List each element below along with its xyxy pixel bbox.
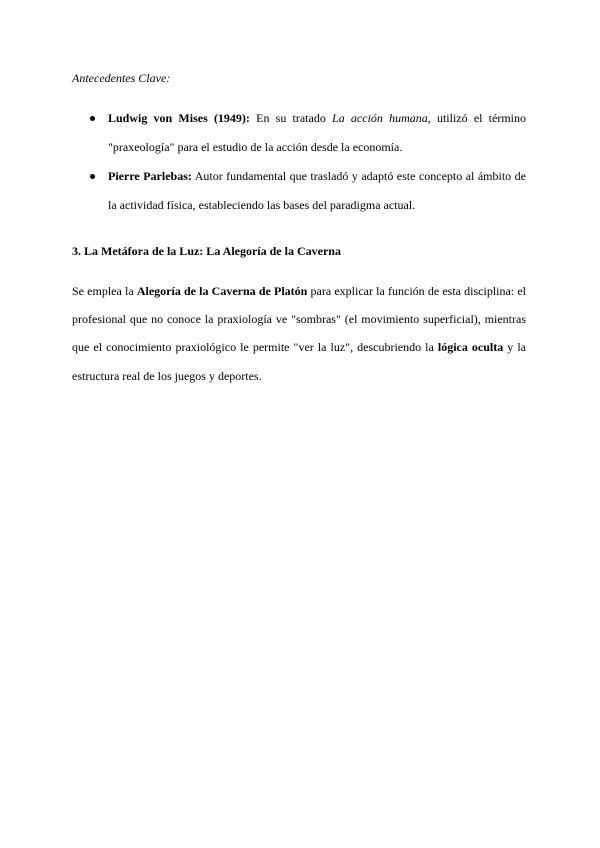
bullet-dot-icon [90,174,95,179]
list-item-mises [72,104,526,161]
list-item-text: En su tratado [249,111,333,125]
antecedents-list [72,104,526,219]
list-item-text: , utilizó el término "praxeología" para el estudio de la acción desde la economía. [108,111,526,154]
list-item-parlebas [72,162,526,219]
paragraph-text: y la estructura real de los juegos y deportes. [72,340,526,383]
section-paragraph [72,277,526,390]
list-item-text: Autor fundamental que trasladó y adaptó este concepto al ámbito de la actividad física, estableciendo las bases del paradigma actual. [108,169,526,212]
intro-label: Antecedentes Clave: [72,71,171,85]
paragraph-text: Se emplea la [72,284,137,298]
author-name: Ludwig von Mises (1949): [108,111,250,125]
page-content [72,68,526,390]
bold-term: lógica oculta [437,340,504,355]
bullet-dot-icon [90,116,95,121]
section-heading: 3. La Metáfora de la Luz: La Alegoría de la Caverna [72,244,341,258]
author-name: Pierre Parlebas: [108,169,192,183]
paragraph-text: para explicar la función de esta disciplina: el profesional que no conoce la praxiología ve "sombras" (el movimiento superficial), mientras que el conocimiento praxiológico le permite "ver la luz", descubriendo la [72,284,526,355]
work-title: La acción humana [332,111,428,125]
bold-term: Alegoría de la Caverna de Platón [136,284,308,298]
